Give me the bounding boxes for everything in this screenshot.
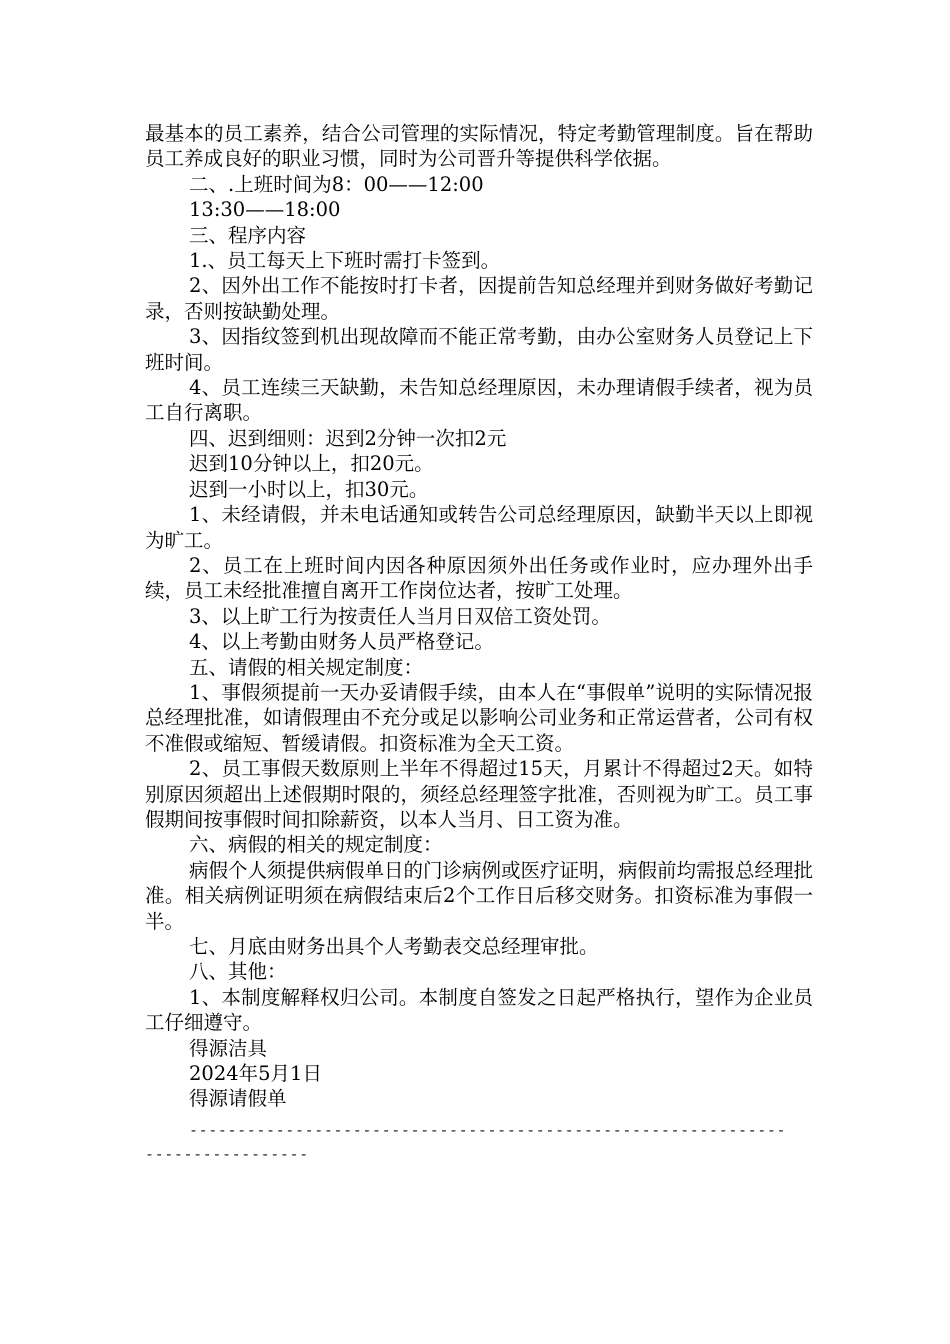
procedure-item-4: 4、员工连续三天缺勤，未告知总经理原因，未办理请假手续者，视为员工自行离职。 — [145, 376, 813, 425]
leave-rule-2: 2、员工事假天数原则上半年不得超过15天，月累计不得超过2天。如特别原因须超出上述假期时限的，须经总经理签字批准，否则视为旷工。员工事假期间按事假时间扣除薪资，以本人当月、日工资为准。 — [145, 757, 813, 831]
absence-rule-3: 3、以上旷工行为按责任人当月日双倍工资处罚。 — [189, 604, 611, 628]
other-rule-1: 1、本制度解释权归公司。本制度自签发之日起严格执行，望作为企业员工仔细遵守。 — [145, 985, 813, 1035]
procedure-item-3: 3、因指纹签到机出现故障而不能正常考勤，由办公室财务人员登记上下班时间。 — [145, 325, 813, 374]
intro-paragraph: 最基本的员工素养，结合公司管理的实际情况，特定考勤管理制度。旨在帮助员工养成良好的职业习惯，同时为公司晋升等提供科学依据。 — [145, 122, 813, 171]
lateness-rule-1hour: 迟到一小时以上，扣30元。 — [189, 477, 429, 501]
separator-line-1: -------------------------------------------------------------- — [189, 1120, 787, 1139]
afternoon-hours: 13:30——18:00 — [189, 198, 341, 222]
absence-rule-4: 4、以上考勤由财务人员严格登记。 — [189, 630, 494, 654]
issue-date: 2024年5月1日 — [189, 1062, 322, 1086]
sick-leave-rule: 病假个人须提供病假单日的门诊病例或医疗证明，病假前均需报总经理批准。相关病例证明须在病假结束后2个工作日后移交财务。扣资标准为事假一半。 — [145, 858, 814, 933]
section-procedure-heading: 三、程序内容 — [189, 223, 307, 247]
separator-line — [145, 1118, 813, 1166]
section-lateness-heading: 四、迟到细则：迟到2分钟一次扣2元 — [189, 426, 507, 450]
lateness-rule-10min: 迟到10分钟以上，扣20元。 — [189, 452, 434, 476]
section-other-heading: 八、其他： — [189, 960, 287, 984]
absence-rule-1: 1、未经请假，并未电话通知或转告公司总经理原因，缺勤半天以上即视为旷工。 — [145, 503, 813, 552]
leave-form-title: 得源请假单 — [189, 1087, 287, 1111]
document-page — [145, 121, 813, 1166]
section-month-end: 七、月底由财务出具个人考勤表交总经理审批。 — [189, 935, 599, 958]
procedure-item-2: 2、因外出工作不能按时打卡者，因提前告知总经理并到财务做好考勤记录，否则按缺勤处理。 — [145, 274, 813, 323]
absence-rule-2: 2、员工在上班时间内因各种原因须外出任务或作业时，应办理外出手续，员工未经批准擅自离开工作岗位达者，按旷工处理。 — [145, 553, 813, 603]
section-sick-leave-heading: 六、病假的相关的规定制度： — [189, 833, 443, 857]
section-work-hours-heading: 二、.上班时间为8：00——12:00 — [189, 172, 484, 196]
separator-line-2: ----------------- — [145, 1144, 309, 1163]
section-leave-heading: 五、请假的相关规定制度： — [189, 655, 424, 679]
leave-rule-1: 1、事假须提前一天办妥请假手续，由本人在“事假单”说明的实际情况报总经理批准，如请假理由不充分或足以影响公司业务和正常运营者，公司有权不准假或缩短、暂缓请假。扣资标准为全天工资。 — [145, 680, 813, 755]
procedure-item-1: 1.、员工每天上下班时需打卡签到。 — [189, 249, 501, 273]
company-signature: 得源洁具 — [189, 1036, 268, 1060]
